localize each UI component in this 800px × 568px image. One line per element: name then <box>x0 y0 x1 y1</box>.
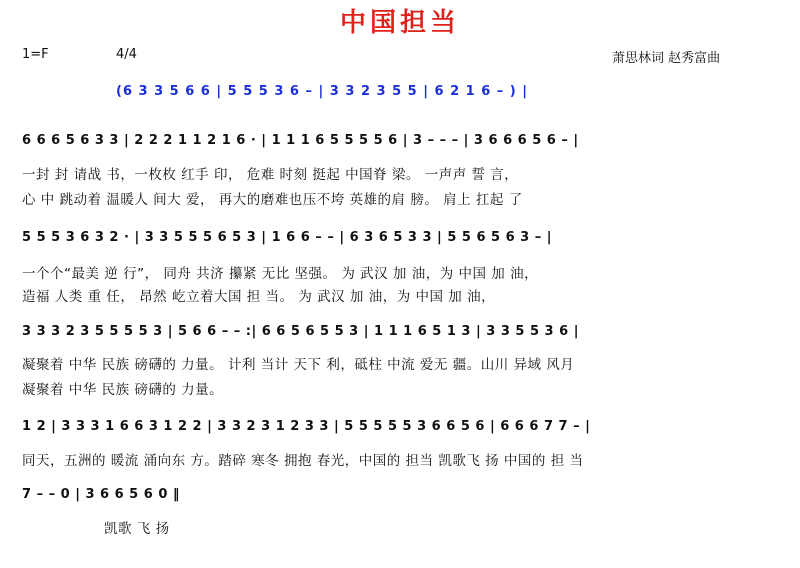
lyrics-line-4-verse-1: 同天，五洲的 暖流 涌向东 方。踏碎 寒冬 拥抱 春光，中国的 担当 凯歌飞 扬 中国的 担 当 <box>22 453 584 469</box>
lyrics-line-1-verse-1: 一封 封 请战 书，一枚枚 红手 印， 危难 时刻 挺起 中国脊 梁。 一声声 誓 言， <box>22 167 519 183</box>
key-signature: 1=F <box>22 47 49 62</box>
credits: 萧思林词 赵秀富曲 <box>612 51 721 66</box>
notation-line-4: 1 2 | 3 3 3 1 6 6 3 1 2 2 | 3 3 2 3 1 2 3 3 | 5 5 5 5 5 3 6 6 5 6 | 6 6 6 7 7 – | <box>22 419 591 434</box>
lyrics-line-1-verse-2: 心 中 跳动着 温暖人 间大 爱， 再大的磨难也压不垮 英雄的肩 膀。 肩上 扛起 了 <box>22 192 523 208</box>
notation-line-1: 6 6 6 5 6 3 3 | 2 2 2 1 1 2 1 6 · | 1 1 1 6 5 5 5 5 6 | 3 – – – | 3 6 6 6 5 6 – | <box>22 133 579 148</box>
lyrics-line-2-verse-2: 造福 人类 重 任， 昂然 屹立着大国 担 当。 为 武汉 加 油，为 中国 加 油， <box>22 289 496 305</box>
lyrics-line-3-verse-1: 凝聚着 中华 民族 磅礴的 力量。 计利 当计 天下 利，砥柱 中流 爱无 疆。山川 异域 风月 <box>22 357 575 373</box>
lyrics-line-2-verse-1: 一个个“最美 逆 行”， 同舟 共济 攥紧 无比 坚强。 为 武汉 加 油，为 中国 加 油， <box>22 266 539 282</box>
notation-line-3: 3 3 3 2 3 5 5 5 5 3 | 5 6 6 – – :| 6 6 5 6 5 5 3 | 1 1 1 6 5 1 3 | 3 3 5 5 3 6 | <box>22 324 579 339</box>
time-signature: 4/4 <box>116 47 137 62</box>
lyrics-line-3-verse-2: 凝聚着 中华 民族 磅礴的 力量。 <box>22 382 224 398</box>
notation-line-2: 5 5 5 3 6 3 2 · | 3 3 5 5 5 6 5 3 | 1 6 6 – – | 6 3 6 5 3 3 | 5 5 6 5 6 3 – | <box>22 230 553 245</box>
song-title: 中国担当 <box>339 8 460 38</box>
notation-line-5: 7 – – 0 | 3 6 6 5 6 0 ‖ <box>22 487 180 502</box>
lyrics-line-5: 凯歌 飞 扬 <box>104 521 170 537</box>
intro-notes: (6 3 3 5 6 6 | 5 5 5 3 6 – | 3 3 2 3 5 5 | 6 2 1 6 – ) | <box>116 84 529 99</box>
